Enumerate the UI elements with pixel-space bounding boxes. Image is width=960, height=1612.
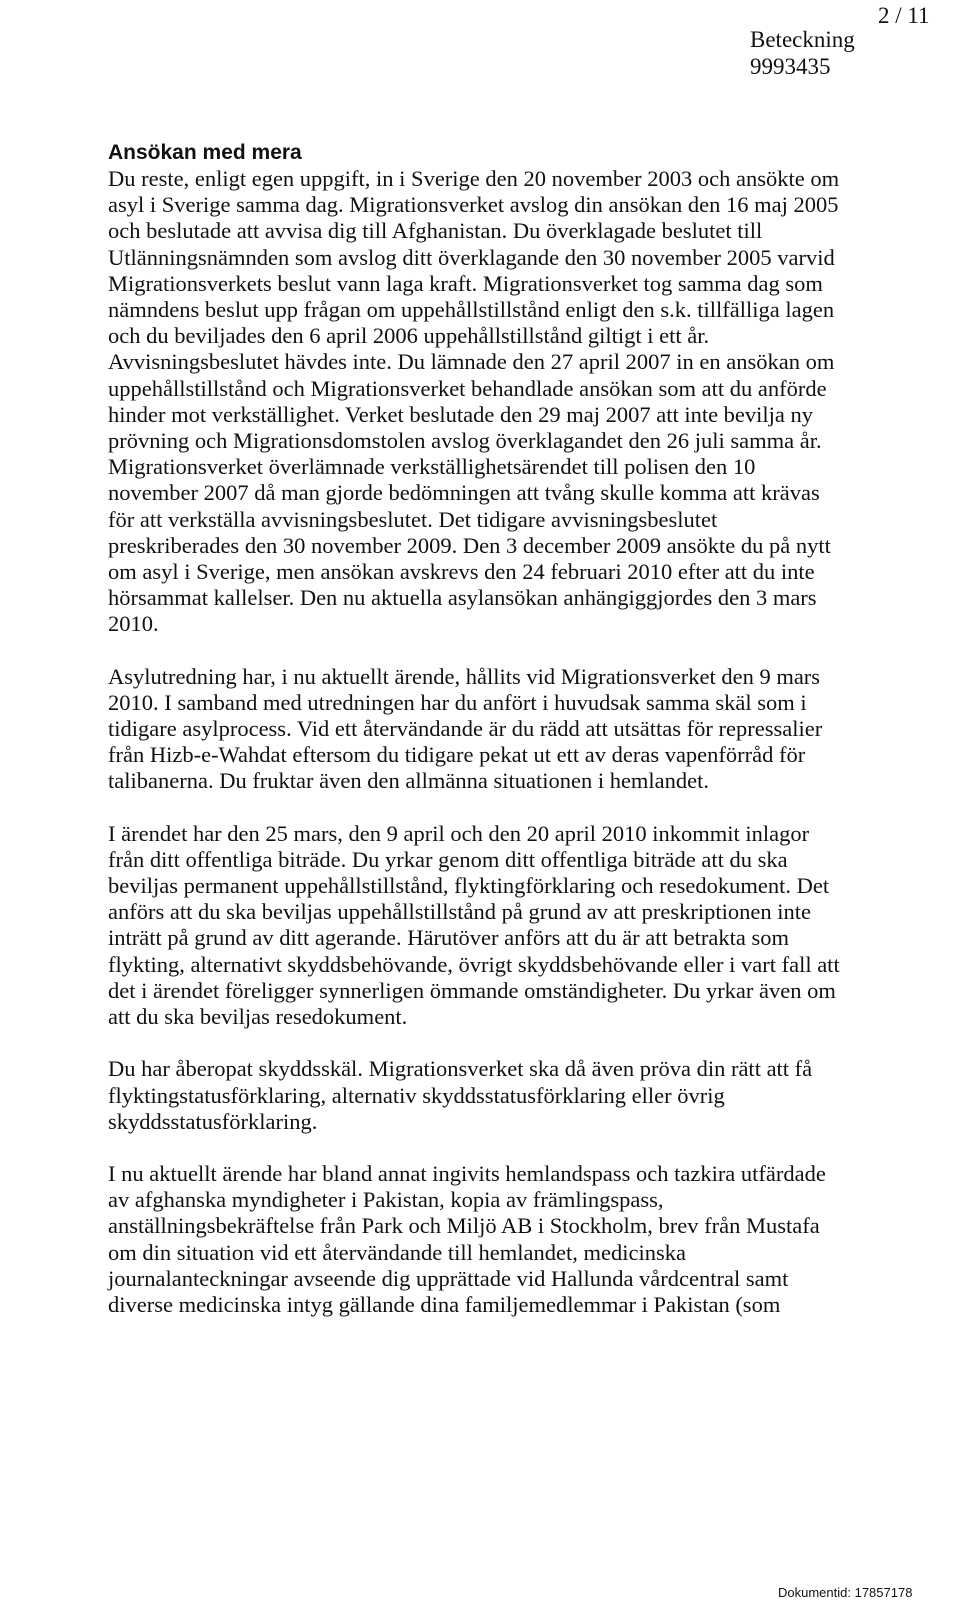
document-id: Dokumentid: 17857178 xyxy=(778,1585,913,1600)
reference-block xyxy=(750,26,855,80)
paragraph-protection-grounds: Du har åberopat skyddsskäl. Migrationsverket ska då även pröva din rätt att få flyktingstatusförklaring, alternativ skyddsstatusförklaring eller övrig skyddsstatusförklaring. xyxy=(108,1056,813,1134)
paragraph-asylum-investigation: Asylutredning har, i nu aktuellt ärende, hållits vid Migrationsverket den 9 mars 2010. I samband med utredningen har du anfört i huvudsak samma skäl som i tidigare asylprocess. Vid ett återvändande är du rädd att utsättas för repressalier från Hizb-e-Wahdat eftersom du tidigare pekat ut ett av deras vapenförråd för talibanerna. Du fruktar även den allmänna situationen i hemlandet. xyxy=(108,663,823,794)
document-body xyxy=(108,140,848,1344)
reference-label: Beteckning xyxy=(750,27,855,52)
page-number: 2 / 11 xyxy=(878,3,930,28)
section-heading: Ansökan med mera xyxy=(108,141,302,164)
paragraph-submitted-documents: I nu aktuellt ärende har bland annat ingivits hemlandspass och tazkira utfärdade av afghanska myndigheter i Pakistan, kopia av främlingspass, anställningsbekräftelse från Park och Miljö AB i Stockholm, brev från Mustafa om din situation vid ett återvändande till hemlandet, medicinska journalanteckningar avseende dig upprättade vid Hallunda vårdcentral samt diverse medicinska intyg gällande dina familjemedlemmar i Pakistan (som xyxy=(108,1160,826,1317)
paragraph-submissions: I ärendet har den 25 mars, den 9 april och den 20 april 2010 inkommit inlagor från ditt offentliga biträde. Du yrkar genom ditt offentliga biträde att du ska beviljas permanent uppehållstillstånd, flyktingförklaring och resedokument. Det anförs att du ska beviljas uppehållstillstånd på grund av att preskriptionen inte inträtt på grund av ditt agerande. Härutöver anförs att du är att betrakta som flykting, alternativt skyddsbehövande, övrigt skyddsbehövande eller i vart fall att det i ärendet föreligger synnerligen ömmande omständigheter. Du yrkar även om att du ska beviljas resedokument. xyxy=(108,820,840,1030)
paragraph-application-history: Du reste, enligt egen uppgift, in i Sverige den 20 november 2003 och ansökte om asyl i Sverige samma dag. Migrationsverket avslog din ansökan den 16 maj 2005 och beslutade att avvisa dig till Afghanistan. Du överklagade beslutet till Utlänningsnämnden som avslog ditt överklagande den 30 november 2005 varvid Migrationsverkets beslut vann laga kraft. Migrationsverket tog samma dag som nämndens beslut upp frågan om uppehållstillstånd enligt den s.k. tillfälliga lagen och du beviljades den 6 april 2006 uppehållstillstånd giltigt i ett år. Avvisningsbeslutet hävdes inte. Du lämnade den 27 april 2007 in en ansökan om uppehållstillstånd och Migrationsverket behandlade ansökan som att du anförde hinder mot verkställighet. Verket beslutade den 29 maj 2007 att inte bevilja ny prövning och Migrationsdomstolen avslog överklagandet den 26 juli samma år. Migrationsverket överlämnade verkställighetsärendet till polisen den 10 november 2007 då man gjorde bedömningen att tvång skulle komma att krävas för att verkställa avvisningsbeslutet. Det tidigare avvisningsbeslutet preskriberades den 30 november 2009. Den 3 december 2009 ansökte du på nytt om asyl i Sverige, men ansökan avskrevs den 24 februari 2010 efter att du inte hörsammat kallelser. Den nu aktuella asylansökan anhängiggjordes den 3 mars 2010. xyxy=(108,166,840,637)
reference-number: 9993435 xyxy=(750,54,831,79)
